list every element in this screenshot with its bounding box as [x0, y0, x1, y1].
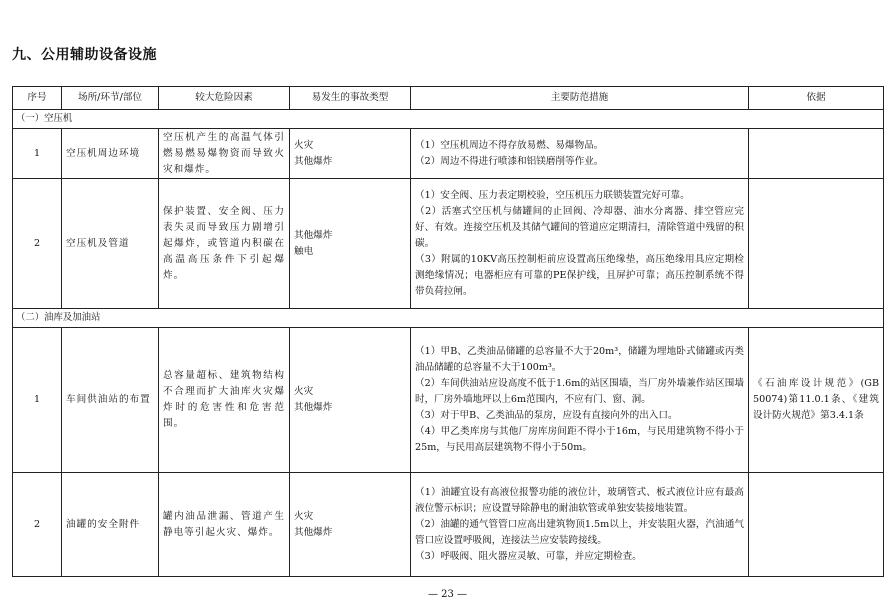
table-row: [13, 473, 884, 577]
row-number: 2: [13, 179, 62, 309]
header-measures: 主要防范措施: [411, 87, 749, 110]
row-accident-type: [290, 179, 411, 309]
row-risk: 保护装置、安全阀、压力表失灵而导致压力剧增引起爆炸，或管道内积碳在高温高压条件下引起爆炸。: [159, 179, 290, 309]
accident-type-text: 火灾 其他爆炸: [294, 386, 333, 413]
measure-item: （4）甲乙类库房与其他厂房库房间距不得小于16m，与民用建筑物不得小于25m，与民用高层建筑物不得小于50m。: [415, 426, 744, 453]
measure-item: （3）附属的10KV高压控制柜前应设置高压绝缘垫，高压绝缘用具应定期检测绝缘情况；电器柜应有可靠的PE保护线，且屏护可靠；高压控制系统不得带负荷拉闸。: [415, 253, 744, 297]
measure-item: （1）甲B、乙类油品储罐的总容量不大于20m³，储罐为埋地卧式储罐或丙类油品储罐的总容量不大于100m³。: [415, 346, 744, 373]
row-place: 空压机周边环境: [62, 129, 159, 179]
header-no: 序号: [13, 87, 62, 110]
table-header-row: [13, 87, 884, 110]
table-row: [13, 179, 884, 309]
page-number: — 23 —: [427, 589, 468, 600]
row-accident-type: [290, 129, 411, 179]
row-accident-type: [290, 328, 411, 473]
row-measures: [411, 473, 749, 577]
measure-item: （1）安全阀、压力表定期校验，空压机压力联锁装置完好可靠。: [415, 189, 690, 201]
accident-type-text: 火灾 其他爆炸: [294, 510, 333, 538]
accident-type-text: 其他爆炸 触电: [294, 229, 333, 257]
row-basis: [749, 129, 884, 179]
row-place: 油罐的安全附件: [62, 473, 159, 577]
row-number: 1: [13, 328, 62, 473]
row-measures: [411, 328, 749, 473]
measure-item: （2）油罐的通气管管口应高出建筑物顶1.5m以上，并安装阻火器，汽油通气管口应设置呼吸阀，连接法兰应安装跨接线。: [415, 518, 744, 546]
measure-item: （1）空压机周边不得存放易燃、易爆物品。: [415, 139, 604, 151]
row-accident-type: [290, 473, 411, 577]
section-title: 九、公用辅助设备设施: [12, 47, 157, 63]
measure-item: （2）活塞式空压机与储罐间的止回阀、冷却器、油水分离器、排空管应完好、有效。连接空压机及其储气罐间的管道应定期清扫，清除管道中残留的积碳。: [415, 205, 744, 249]
row-place: 空压机及管道: [62, 179, 159, 309]
row-basis: [749, 179, 884, 309]
measure-item: （2）周边不得进行喷漆和铝镁磨削等作业。: [415, 155, 604, 167]
measure-item: （1）油罐宜设有高液位报警功能的液位计，玻璃管式、板式液位计应有最高液位警示标识；应设置导除静电的耐油软管或单独安装接地装置。: [415, 486, 744, 514]
row-risk: 罐内油品泄漏、管道产生静电等引起火灾、爆炸。: [159, 473, 290, 577]
table-row: [13, 129, 884, 179]
measure-item: （3）对于甲B、乙类油品的泵房，应设有直接向外的出入口。: [415, 410, 678, 421]
header-place: 场所/环节/部位: [62, 87, 159, 110]
header-risk: 较大危险因素: [159, 87, 290, 110]
accident-type-text: 火灾 其他爆炸: [294, 139, 333, 167]
measure-item: （2）车间供油站应设高度不低于1.6m的站区围墙，当厂房外墙兼作站区围墙时，厂房外墙地坪以上6m范围内，不应有门、窗、洞。: [415, 378, 744, 405]
row-number: 2: [13, 473, 62, 577]
header-accident: 易发生的事故类型: [290, 87, 411, 110]
group-title: （二）油库及加油站: [13, 309, 884, 328]
row-risk: 总容量超标、建筑物结构不合理而扩大油库火灾爆炸时的危害性和危害范围。: [159, 328, 290, 473]
group-row-air-compressor: [13, 110, 884, 129]
table-row: [13, 328, 884, 473]
row-risk: 空压机产生的高温气体引燃易燃易爆物资而导致火灾和爆炸。: [159, 129, 290, 179]
header-basis: 依据: [749, 87, 884, 110]
row-basis: 《石油库设计规范》(GB 50074)第11.0.1条、《建筑设计防火规范》第3.4.1条: [749, 328, 884, 473]
row-basis: [749, 473, 884, 577]
risk-table: [12, 86, 884, 577]
group-title: （一）空压机: [13, 110, 884, 129]
row-number: 1: [13, 129, 62, 179]
row-place: 车间供油站的布置: [62, 328, 159, 473]
row-measures: [411, 129, 749, 179]
measure-item: （3）呼吸阀、阻火器应灵敏、可靠，并应定期检查。: [415, 550, 642, 562]
row-measures: [411, 179, 749, 309]
group-row-oil-depot: [13, 309, 884, 328]
